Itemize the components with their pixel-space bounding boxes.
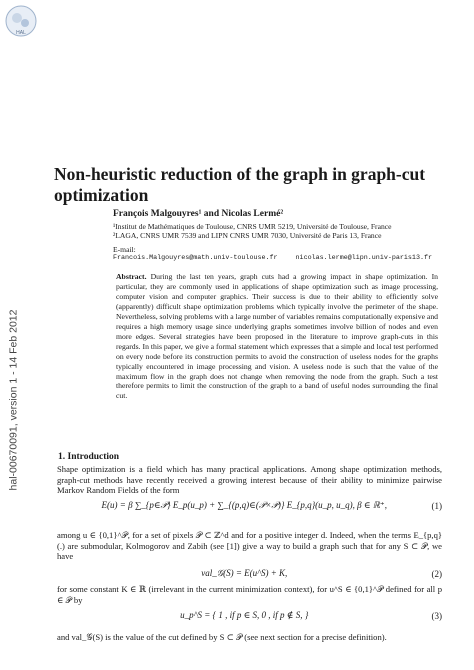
email-row [113, 254, 443, 262]
title-line-1: Non-heuristic reduction of the graph in graph-cut [54, 164, 426, 184]
equation-3 [57, 610, 442, 621]
affiliation-1: ¹Institut de Mathématiques de Toulouse, CNRS UMR 5219, Université de Toulouse, France [113, 222, 392, 231]
equation-2-body: val_𝒢(S) = E(u^S) + K, [201, 568, 288, 578]
equation-3-body: u_p^S = { 1 , if p ∈ S, 0 , if p ∉ S, } [180, 610, 309, 620]
author-list: François Malgouyres¹ and Nicolas Lermé² [113, 209, 284, 219]
hal-identifier [0, 250, 26, 550]
equation-1 [57, 500, 442, 511]
paragraph-2: among u ∈ {0,1}^𝒫, for a set of pixels 𝒫 ⊂ ℤ^d and for a positive integer d. Indeed, when the terms E_{p,q}(.) are submodular, Kolmogorov and Zabih (see [1]) give a way to build a graph such that for any S ⊂ 𝒫, we have [57, 530, 442, 562]
intro-paragraph: Shape optimization is a field which has many practical applications. Among shape optimization methods, graph-cut methods have recently received a growing interest because of their ability to minimize pairwise Markov Random Fields of the form [57, 464, 442, 496]
equation-1-number: (1) [431, 500, 442, 511]
hal-logo [4, 4, 38, 38]
svg-text:HAL: HAL [16, 30, 26, 36]
abstract-text: During the last ten years, graph cuts had a growing impact in shape optimization. In particular, they are commonly used in applications of shape optimization such as image processing, computer vision and computer graphics. Their success is due to their ability to efficiently solve (apparently) difficult shape optimization problems which typically involve the perimeter of the shape. Nevertheless, solving problems with a large number of variables remains computationally expensive and requires a high memory usage since underlying graphs sometimes involve billion of nodes and even more edges. Several strategies have been proposed in the literature to improve graph-cuts in this regards. In this paper, we give a formal statement which expresses that a simple and local test performed on every node before its construction permits to avoid the construction of useless nodes for the graphs typically encountered in image processing and vision. A useless node is such that the value of the maximum flow in the graph does not change when removing the node from the graph. Such a test therefore permits to limit the construction of the graph to a band of useful nodes surrounding the final cut. [116, 272, 439, 401]
affiliation-2: ²LAGA, CNRS UMR 7539 and LIPN CNRS UMR 7030, Université de Paris 13, France [113, 231, 382, 240]
equation-2 [57, 568, 442, 579]
email-label: E-mail: [113, 245, 136, 254]
hal-identifier-text: hal-00670091, version 1 - 14 Feb 2012 [7, 309, 19, 491]
paragraph-3: for some constant K ∈ ℝ (irrelevant in the current minimization context), for u^S ∈ {0,1}^𝒫 defined for all p ∈ 𝒫 by [57, 584, 442, 605]
section-heading: 1. Introduction [58, 452, 120, 462]
paragraph-4: and val_𝒢(S) is the value of the cut defined by S ⊂ 𝒫 (see next section for a precise definition). [57, 632, 387, 642]
equation-2-number: (2) [431, 568, 442, 579]
equation-1-body: E(u) = β ∑_{p∈𝒫} E_p(u_p) + ∑_{(p,q)∈(𝒫×𝒫)} E_{p,q}(u_p, u_q), β ∈ ℝ⁺, [101, 500, 387, 510]
equation-3-number: (3) [431, 610, 442, 621]
email-link-2[interactable]: nicolas.lerme@lipn.univ-paris13.fr [295, 254, 432, 262]
abstract [116, 272, 438, 401]
abstract-label: Abstract. [116, 272, 147, 281]
email-link-1[interactable]: Francois.Malgouyres@math.univ-toulouse.fr [113, 254, 278, 262]
paper-title [54, 164, 434, 206]
title-line-2: optimization [54, 185, 149, 205]
